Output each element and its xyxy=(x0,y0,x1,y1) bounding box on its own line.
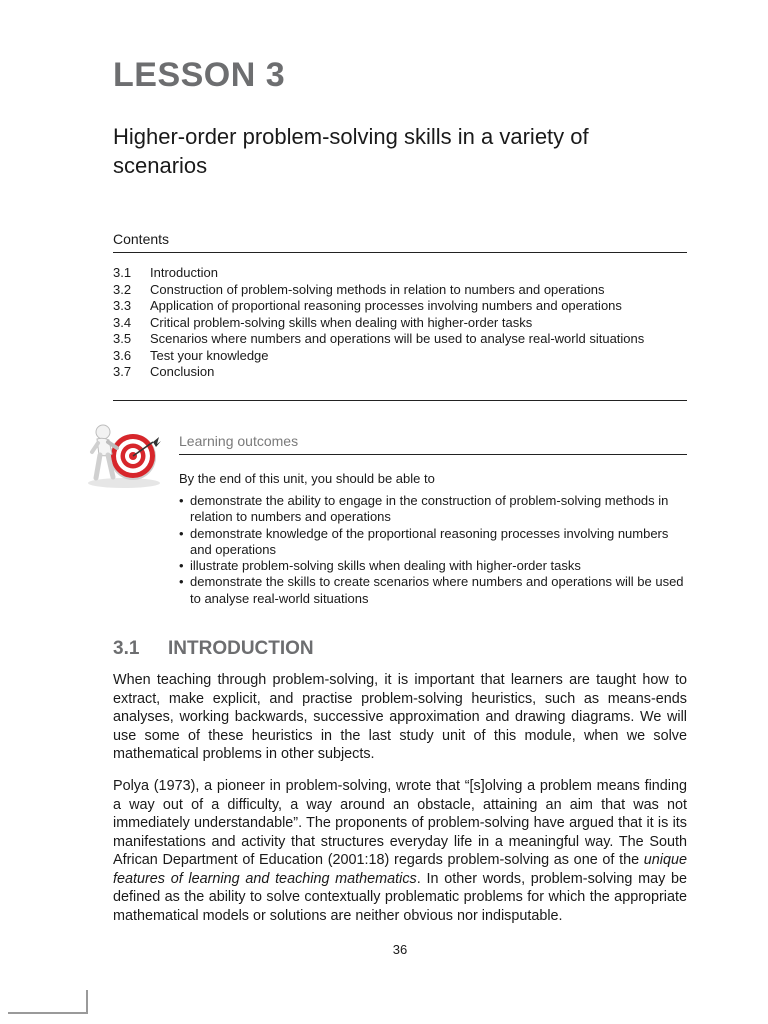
toc-item-text: Critical problem-solving skills when dealing with higher-order tasks xyxy=(150,314,533,330)
contents-bottom-divider xyxy=(113,400,687,401)
paragraph-emphasis: unique features of learning and teaching mathematics xyxy=(113,852,687,887)
toc-item-text: Conclusion xyxy=(150,364,215,379)
toc-item-text: Test your knowledge xyxy=(150,347,269,363)
section-number: 3.1 xyxy=(113,638,140,659)
contents-heading: Contents xyxy=(113,231,170,247)
toc-item xyxy=(113,265,644,282)
paragraph-text: Polya (1973), a pioneer in problem-solving, wrote that “[s]olving a problem means finding a way out of a difficulty, a way around an obstacle, attaining an aim that was not immediately understandable”. The proponents of problem-solving have argued that it is its manifestations and activity that structures everyday life in a meaningful way. The South African Department of Education (2001:18) regards problem-solving as one of the xyxy=(113,778,687,868)
lesson-title: LESSON 3 xyxy=(113,56,286,94)
contents-top-divider xyxy=(113,252,687,253)
learning-outcome-item: • illustrate problem-solving skills when dealing with higher-order tasks xyxy=(179,558,687,574)
toc-item xyxy=(113,298,644,315)
page-number: 36 xyxy=(392,942,408,957)
table-of-contents xyxy=(113,265,644,381)
page-corner-mark xyxy=(8,990,88,1014)
toc-item-number: 3.2 xyxy=(113,281,132,297)
toc-item xyxy=(113,331,644,348)
toc-item xyxy=(113,364,644,381)
intro-paragraph-2 xyxy=(113,777,687,925)
section-title: INTRODUCTION xyxy=(168,638,314,659)
toc-item-text: Application of proportional reasoning processes involving numbers and operations xyxy=(150,298,622,313)
toc-item xyxy=(113,315,644,332)
toc-item-number: 3.5 xyxy=(113,331,132,346)
learning-outcomes-intro: By the end of this unit, you should be able to xyxy=(179,471,435,486)
intro-paragraph-1: When teaching through problem-solving, it is important that learners are taught how to extract, make explicit, and practise problem-solving heuristics, such as means-ends analyses, working backwards, successive approximation and drawing diagrams. We will use some of these heuristics in the last study unit of this module, when we solve mathematical problems in other subjects. xyxy=(113,672,687,762)
learning-outcome-item: • demonstrate the skills to create scenarios where numbers and operations will be used to analyse real-world situations xyxy=(179,574,687,607)
toc-item-text: Introduction xyxy=(150,265,218,280)
lesson-subtitle: Higher-order problem-solving skills in a variety of scenarios xyxy=(113,124,589,178)
target-with-figure-icon xyxy=(79,420,165,490)
toc-item-number: 3.1 xyxy=(113,265,132,280)
toc-item-text: Construction of problem-solving methods in relation to numbers and operations xyxy=(150,281,605,297)
toc-item-number: 3.4 xyxy=(113,314,132,330)
toc-item-number: 3.6 xyxy=(113,347,132,363)
toc-item-number: 3.7 xyxy=(113,364,132,379)
toc-item xyxy=(113,348,644,365)
learning-outcome-item: • demonstrate knowledge of the proportional reasoning processes involving numbers and operations xyxy=(179,526,687,559)
toc-item-number: 3.3 xyxy=(113,298,132,313)
section-heading xyxy=(113,638,314,660)
learning-outcome-item: • demonstrate the ability to engage in the construction of problem-solving methods in relation to numbers and operations xyxy=(179,493,687,526)
paragraph-text: . In other words, problem-solving may be defined as the ability to solve contextually problematic problems for which the appropriate mathematical models or solutions are neither obvious nor indisputable. xyxy=(113,870,687,924)
learning-outcomes-heading: Learning outcomes xyxy=(179,433,299,449)
toc-item-text: Scenarios where numbers and operations will be used to analyse real-world situations xyxy=(150,331,645,346)
toc-item xyxy=(113,282,644,299)
learning-outcomes-list xyxy=(179,493,687,607)
learning-outcomes-divider xyxy=(179,454,687,455)
